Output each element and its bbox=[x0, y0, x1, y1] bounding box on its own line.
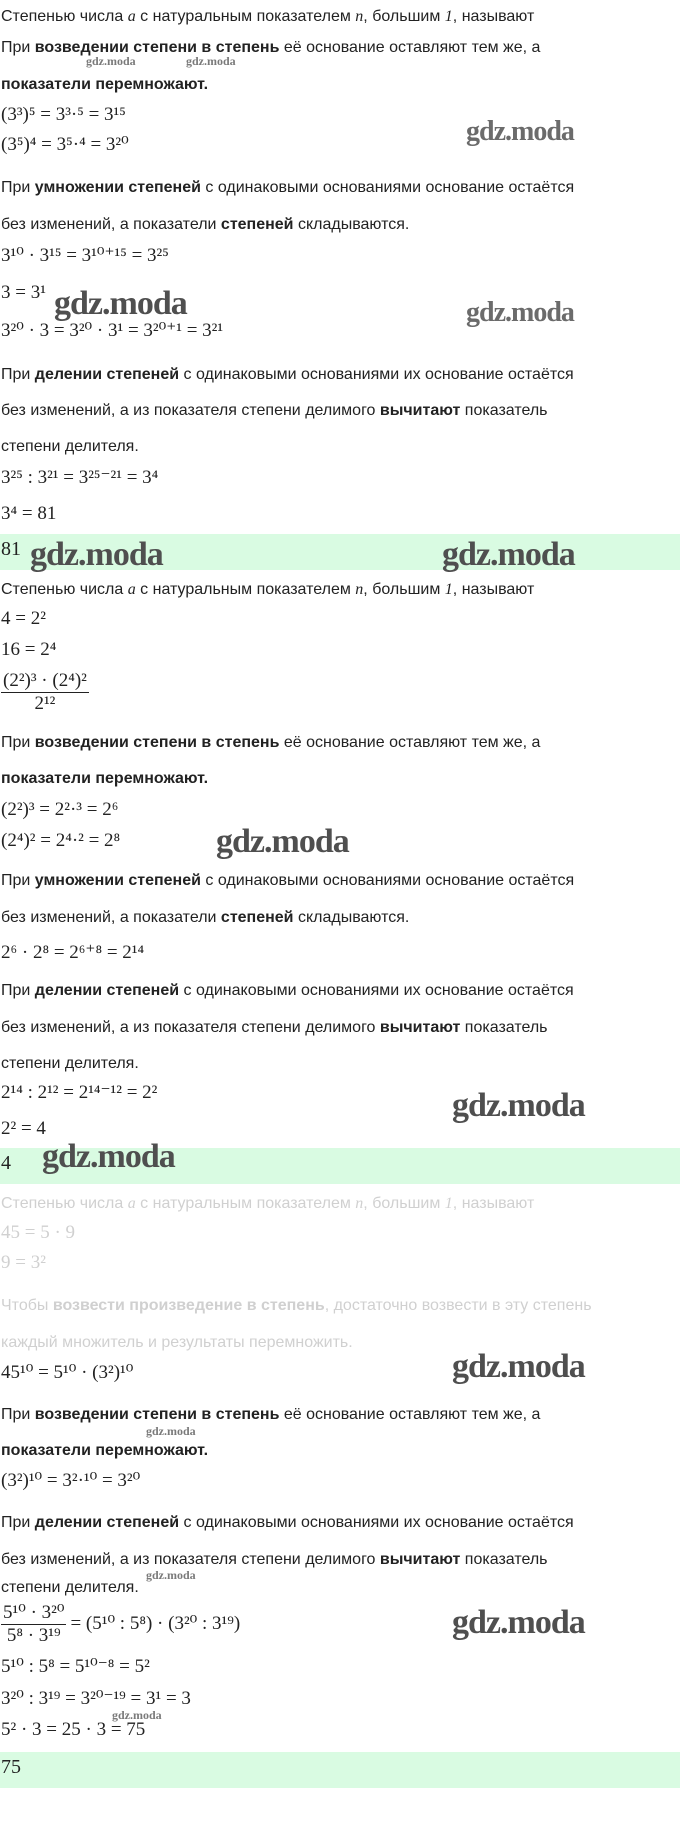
watermark: gdz.moda bbox=[466, 297, 574, 328]
formula: 2¹⁴ : 2¹² = 2¹⁴⁻¹² = 2² bbox=[1, 1082, 158, 1103]
power-of-power-rule: При возведении степени в степень её основание оставляют тем же, а bbox=[1, 39, 541, 56]
watermark: gdz.moda bbox=[112, 1708, 162, 1722]
watermark: gdz.moda bbox=[452, 1604, 585, 1641]
multiplication-rule-end: без изменений, а показатели степеней складываются. bbox=[1, 909, 410, 926]
division-rule: При делении степеней с одинаковыми основаниями их основание остаётся bbox=[1, 366, 574, 383]
definition-line: Степенью числа a с натуральным показателем n, большим 1, называют bbox=[1, 8, 535, 25]
formula: (2⁴)² = 2⁴·² = 2⁸ bbox=[1, 830, 121, 851]
watermark: gdz.moda bbox=[42, 1138, 175, 1175]
multiplication-rule: При умножении степеней с одинаковыми основаниями основание остаётся bbox=[1, 872, 575, 889]
watermark: gdz.moda bbox=[442, 536, 575, 573]
formula: 2² = 4 bbox=[1, 1118, 46, 1139]
formula: (3²)¹⁰ = 3²·¹⁰ = 3²⁰ bbox=[1, 1470, 141, 1491]
watermark: gdz.moda bbox=[30, 536, 163, 573]
fraction-expression bbox=[1, 670, 93, 715]
formula: 45 = 5 · 9 bbox=[1, 1222, 76, 1243]
product-power-rule: Чтобы возвести произведение в степень, достаточно возвести в эту степень bbox=[1, 1297, 592, 1314]
division-rule: При делении степеней с одинаковыми основаниями их основание остаётся bbox=[1, 982, 574, 999]
watermark: gdz.moda bbox=[146, 1568, 196, 1582]
formula: (3⁵)⁴ = 3⁵·⁴ = 3²⁰ bbox=[1, 134, 129, 155]
watermark: gdz.moda bbox=[216, 823, 349, 860]
fraction-numerator: (2²)³ · (2⁴)² bbox=[3, 670, 87, 691]
answer-row bbox=[0, 1752, 680, 1788]
power-of-power-rule-end: показатели перемножают. bbox=[1, 1442, 209, 1459]
fraction bbox=[1, 1602, 66, 1647]
division-rule-middle: без изменений, а из показателя степени делимого вычитают показатель bbox=[1, 1551, 548, 1568]
definition-line: Степенью числа a с натуральным показателем n, большим 1, называют bbox=[1, 1195, 535, 1212]
formula: 3²⁰ · 3 = 3²⁰ · 3¹ = 3²⁰⁺¹ = 3²¹ bbox=[1, 320, 224, 341]
watermark: gdz.moda bbox=[186, 54, 236, 68]
answer-value: 75 bbox=[1, 1756, 21, 1778]
answer-value: 4 bbox=[1, 1152, 11, 1174]
watermark: gdz.moda bbox=[452, 1087, 585, 1124]
watermark: gdz.moda bbox=[146, 1424, 196, 1438]
formula: 3¹⁰ · 3¹⁵ = 3¹⁰⁺¹⁵ = 3²⁵ bbox=[1, 245, 169, 266]
formula: 3²⁵ : 3²¹ = 3²⁵⁻²¹ = 3⁴ bbox=[1, 467, 159, 488]
definition-line: Степенью числа a с натуральным показателем n, большим 1, называют bbox=[1, 581, 535, 598]
formula: 3 = 3¹ bbox=[1, 282, 46, 303]
division-rule: При делении степеней с одинаковыми основаниями их основание остаётся bbox=[1, 1514, 574, 1531]
fraction-numerator: 5¹⁰ · 3²⁰ bbox=[3, 1602, 65, 1623]
power-of-power-rule: При возведении степени в степень её основание оставляют тем же, а bbox=[1, 1406, 541, 1423]
answer-value: 81 bbox=[1, 538, 21, 560]
division-rule-end: степени делителя. bbox=[1, 1579, 139, 1596]
fraction bbox=[1, 670, 89, 715]
formula: 16 = 2⁴ bbox=[1, 639, 57, 660]
division-rule-end: степени делителя. bbox=[1, 438, 139, 455]
formula: 3²⁰ : 3¹⁹ = 3²⁰⁻¹⁹ = 3¹ = 3 bbox=[1, 1688, 191, 1709]
division-rule-end: степени делителя. bbox=[1, 1055, 139, 1072]
formula: 3⁴ = 81 bbox=[1, 503, 57, 524]
fraction-expression bbox=[1, 1602, 240, 1647]
power-of-power-rule-end: показатели перемножают. bbox=[1, 770, 209, 787]
formula: 2⁶ · 2⁸ = 2⁶⁺⁸ = 2¹⁴ bbox=[1, 942, 145, 963]
formula: (3³)⁵ = 3³·⁵ = 3¹⁵ bbox=[1, 104, 126, 125]
watermark: gdz.moda bbox=[466, 116, 574, 147]
fraction-denominator: 5⁸ · 3¹⁹ bbox=[6, 1625, 61, 1646]
multiplication-rule: При умножении степеней с одинаковыми основаниями основание остаётся bbox=[1, 179, 575, 196]
formula: 45¹⁰ = 5¹⁰ · (3²)¹⁰ bbox=[1, 1362, 134, 1383]
watermark: gdz.moda bbox=[452, 1348, 585, 1385]
watermark: gdz.moda bbox=[54, 285, 187, 322]
formula: (2²)³ = 2²·³ = 2⁶ bbox=[1, 799, 119, 820]
watermark: gdz.moda bbox=[86, 54, 136, 68]
fraction-denominator: 2¹² bbox=[34, 693, 56, 714]
fraction-rhs: = (5¹⁰ : 5⁸) · (3²⁰ : 3¹⁹) bbox=[70, 1612, 241, 1634]
formula: 4 = 2² bbox=[1, 608, 46, 629]
power-of-power-rule-end: показатели перемножают. bbox=[1, 76, 209, 93]
formula: 5¹⁰ : 5⁸ = 5¹⁰⁻⁸ = 5² bbox=[1, 1656, 150, 1677]
division-rule-middle: без изменений, а из показателя степени делимого вычитают показатель bbox=[1, 402, 548, 419]
division-rule-middle: без изменений, а из показателя степени делимого вычитают показатель bbox=[1, 1019, 548, 1036]
formula: 9 = 3² bbox=[1, 1252, 46, 1273]
product-power-rule-end: каждый множитель и результаты перемножить. bbox=[1, 1334, 353, 1351]
multiplication-rule-end: без изменений, а показатели степеней складываются. bbox=[1, 216, 410, 233]
power-of-power-rule: При возведении степени в степень её основание оставляют тем же, а bbox=[1, 734, 541, 751]
formula: 5² · 3 = 25 · 3 = 75 bbox=[1, 1719, 146, 1740]
